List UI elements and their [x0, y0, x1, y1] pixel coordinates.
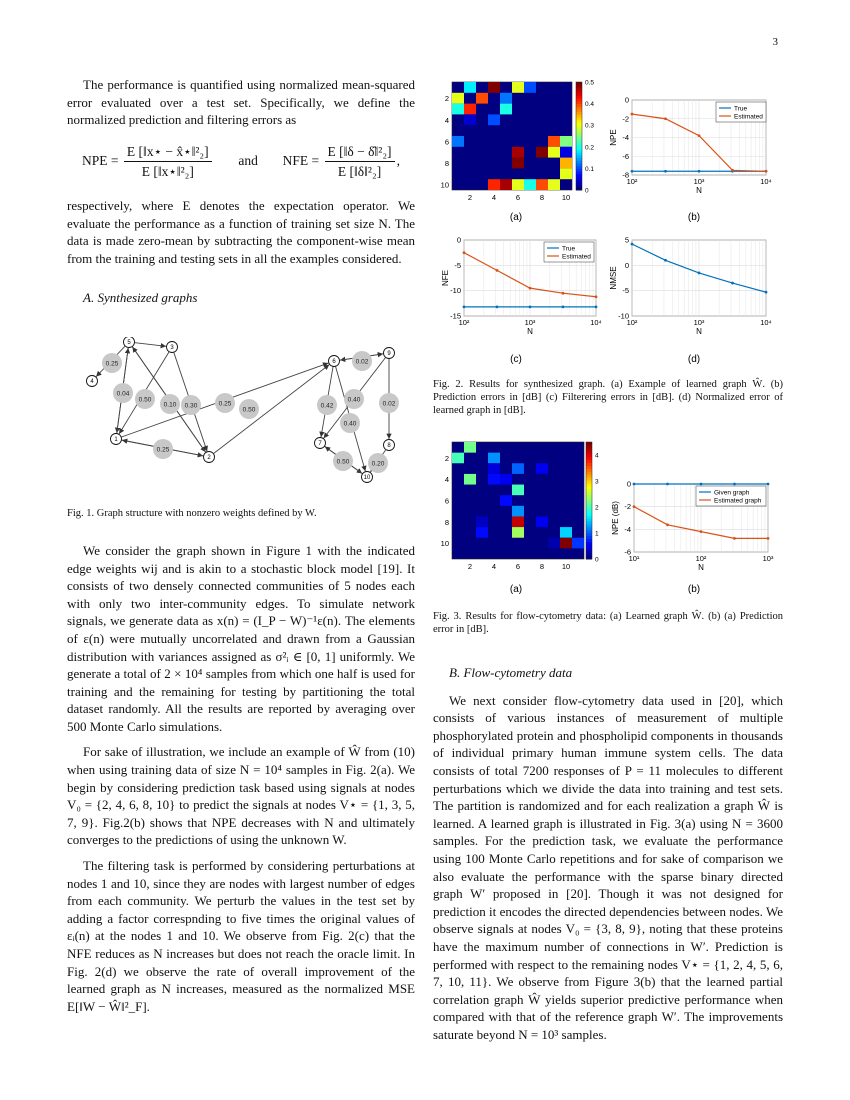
- fig1-weight: [135, 389, 155, 409]
- y-tick: -10: [618, 311, 629, 321]
- fig1-weight: [340, 413, 360, 433]
- heatmap-cell: [512, 82, 524, 93]
- y-tick: -15: [450, 311, 461, 321]
- fig1-weight: [379, 393, 399, 413]
- series-point: [463, 305, 466, 308]
- legend-label: Estimated: [734, 113, 763, 121]
- heatmap-cell: [572, 538, 584, 549]
- heatmap-cell: [488, 453, 500, 464]
- fig1-weight-label: 0.50: [336, 458, 350, 466]
- series-point: [529, 287, 532, 290]
- fig1-node: [329, 355, 340, 366]
- fig1-weight: [368, 453, 388, 473]
- fig1-node: [384, 347, 395, 358]
- x-axis-label: N: [696, 327, 702, 336]
- fig1-weight-label: 0.25: [156, 446, 170, 454]
- colorbar-segment: [586, 512, 592, 515]
- x-tick: 10²: [458, 318, 470, 327]
- heatmap-ytick: 2: [444, 94, 449, 104]
- colorbar-segment: [586, 480, 592, 483]
- fig2b-chart: [609, 96, 772, 196]
- fig1-weight: [153, 439, 173, 459]
- heatmap-cell: [488, 463, 500, 474]
- heatmap-ytick: 10: [440, 539, 449, 549]
- fig1-weight-label: 0.25: [105, 360, 119, 368]
- series-point: [633, 483, 636, 486]
- heatmap-cell: [548, 136, 560, 147]
- x-tick: 10³: [524, 318, 536, 327]
- heatmap-cell: [500, 104, 512, 115]
- x-tick: 10⁴: [760, 177, 772, 186]
- series-point: [666, 523, 669, 526]
- fig2: [432, 72, 792, 372]
- paragraph-flow-cytometry: We next consider flow-cytometry data used in [20], which consists of various instances of measurement of multiple phosphorylated protein and phospholipid components in thousands of individual primary human immune system cells. The data consists of total 7200 responses of P = 11 molecules to different perturbations which we divide the data into training and test sets. The partition is randomized and for each realization a graph Ŵ is learned. A learned graph is illustrated in Fig. 3(a) using N = 3600 samples. For the prediction task, we evaluate the performance using 100 Monte Carlo repetitions and for sake of comparison we also evaluate the performance with the sparse binary directed graph W′ proposed in [20]. Though it was not designed for prediction it encodes the directed dependencies between nodes. We observe signals at nodes V₀ = {3, 8, 9}, noting that these proteins have the maximum number of connections in W′. Prediction is performed with respect to the remaining nodes V⋆ = {1, 2, 4, 5, 6, 7, 10, 11}. We observe from Figure 3(b) that the learned partial correlation graph Ŵ yields superior predictive performance when compared with that of the reference graph W′. The improvements saturate beyond N = 10³ samples.: [433, 692, 783, 1042]
- fig2d-chart: [609, 236, 772, 337]
- x-tick: 10²: [626, 177, 638, 186]
- colorbar-segment: [586, 509, 592, 512]
- heatmap-cell: [560, 538, 572, 549]
- heatmap-cell: [464, 114, 476, 125]
- fig1-node: [384, 439, 395, 450]
- colorbar-segment: [586, 460, 592, 463]
- fig2b-label: (b): [687, 212, 701, 223]
- series-point: [767, 483, 770, 486]
- fig1-node-label: 7: [318, 441, 322, 448]
- colorbar-segment: [586, 462, 592, 465]
- fig1-weight: [181, 395, 201, 415]
- colorbar-tick: 0.4: [585, 101, 595, 109]
- colorbar-segment: [586, 544, 592, 547]
- heatmap-cell: [536, 179, 548, 190]
- heatmap-cell: [500, 93, 512, 104]
- fig2a-heatmap: [441, 80, 595, 203]
- fig1-weight: [344, 389, 364, 409]
- y-tick: -2: [624, 502, 631, 512]
- colorbar-segment: [586, 533, 592, 536]
- y-tick: -6: [622, 151, 629, 161]
- heatmap-xtick: 2: [467, 562, 473, 571]
- colorbar-tick: 0.5: [585, 79, 595, 87]
- fig1-weight-label: 0.10: [163, 401, 177, 409]
- fig1-weight-label: 0.20: [371, 460, 385, 468]
- heatmap-cell: [512, 179, 524, 190]
- series-point: [700, 530, 703, 533]
- colorbar-segment: [586, 550, 592, 553]
- heatmap-cell: [548, 538, 560, 549]
- heatmap-cell: [536, 516, 548, 527]
- colorbar-segment: [586, 518, 592, 521]
- colorbar-segment: [586, 547, 592, 550]
- legend-label: Estimated: [562, 253, 591, 261]
- fig2c-label: (c): [510, 354, 522, 365]
- fig3-caption: Fig. 3. Results for flow-cytometry data: (a) Learned graph Ŵ. (b) (a) Prediction error in [dB].: [433, 611, 783, 635]
- heatmap-cell: [560, 158, 572, 169]
- heatmap-cell: [452, 93, 464, 104]
- series-point: [666, 483, 669, 486]
- heatmap-cell: [524, 82, 536, 93]
- y-tick: 0: [624, 95, 629, 105]
- heatmap-ytick: 4: [444, 475, 449, 485]
- colorbar-segment: [586, 454, 592, 457]
- fig1-weight-label: 0.02: [355, 358, 369, 366]
- heatmap-cell: [512, 463, 524, 474]
- heatmap-ytick: 6: [444, 137, 449, 147]
- colorbar-segment: [586, 474, 592, 477]
- colorbar-segment: [586, 483, 592, 486]
- fig1-weight: [333, 451, 353, 471]
- legend-label: True: [734, 105, 748, 113]
- heatmap-cell: [512, 527, 524, 538]
- colorbar-segment: [586, 495, 592, 498]
- colorbar-segment: [586, 448, 592, 451]
- colorbar-segment: [586, 489, 592, 492]
- x-tick: 10²: [626, 318, 638, 327]
- series-point: [496, 305, 499, 308]
- series-point: [664, 117, 667, 120]
- colorbar-tick: 0.1: [585, 165, 595, 173]
- npe-denominator: E [‖x⋆‖²₂]: [141, 164, 194, 180]
- fig1-weight-label: 0.50: [138, 396, 152, 404]
- series-point: [562, 292, 565, 295]
- heatmap-cell: [452, 104, 464, 115]
- fig1-weight: [113, 383, 133, 403]
- fig1-weight: [102, 353, 122, 373]
- eq-and: and: [238, 152, 258, 168]
- nfe-numerator: E [‖δ − δ̂‖²₂]: [325, 143, 395, 163]
- series-point: [595, 305, 598, 308]
- series-point: [765, 170, 768, 173]
- heatmap-ytick: 10: [440, 180, 449, 190]
- series-point: [731, 169, 734, 172]
- heatmap-xtick: 4: [491, 562, 497, 571]
- heatmap-cell: [560, 527, 572, 538]
- heatmap-cell: [500, 179, 512, 190]
- fig2a-label: (a): [509, 212, 523, 223]
- fig1-weight-label: 0.40: [347, 396, 361, 404]
- fig1-node-label: 9: [387, 351, 391, 358]
- colorbar-segment: [586, 457, 592, 460]
- y-tick: -4: [624, 524, 631, 534]
- heatmap-xtick: 8: [539, 562, 545, 571]
- heatmap-cell: [524, 179, 536, 190]
- heatmap-cell: [452, 136, 464, 147]
- series-point: [698, 272, 701, 275]
- colorbar-segment: [586, 553, 592, 556]
- paragraph-illustration: For sake of illustration, we include an example of Ŵ from (10) when using training data of size N = 10⁴ samples in Fig. 2(a). We begin by considering prediction task based using signals at nodes V₀ = {2, 4, 6, 8, 10} to predict the signals at nodes V⋆ = {1, 3, 5, 7, 9}. Fig.2(b) shows that NPE decreases with N and ultimately converges to the predictions of using the unknown W.: [67, 744, 415, 848]
- heatmap-xtick: 10: [561, 193, 571, 202]
- fig2-caption: Fig. 2. Results for synthesized graph. (a) Example of learned graph Ŵ. (b) Prediction errors in [dB] (c) Filterering errors in [dB]. (d) Normalized error of learned graph in [dB].: [433, 379, 783, 416]
- colorbar-segment: [586, 506, 592, 509]
- colorbar-segment: [586, 442, 592, 445]
- fig1-weight: [160, 394, 180, 414]
- y-tick: -4: [622, 133, 629, 142]
- colorbar-segment: [586, 468, 592, 471]
- series-point: [733, 537, 736, 540]
- fig2c-chart: [441, 236, 602, 337]
- heatmap-cell: [500, 495, 512, 506]
- fig1-weight-label: 0.30: [184, 402, 198, 410]
- heatmap-cell: [476, 516, 488, 527]
- section-b-heading: B. Flow-cytometry data: [449, 665, 573, 680]
- legend-label: Given graph: [714, 489, 750, 497]
- colorbar-tick: 0: [585, 187, 589, 195]
- y-axis-label: NFE: [441, 270, 450, 286]
- heatmap-xtick: 6: [515, 193, 521, 202]
- y-tick: -5: [454, 260, 461, 270]
- colorbar-segment: [586, 536, 592, 539]
- heatmap-cell: [476, 93, 488, 104]
- colorbar-segment: [586, 451, 592, 454]
- heatmap-cell: [560, 136, 572, 147]
- heatmap-cell: [464, 442, 476, 453]
- fig1-caption: Fig. 1. Graph structure with nonzero weights defined by W.: [67, 507, 317, 519]
- fig3: [432, 432, 792, 602]
- x-axis-label: N: [696, 186, 702, 195]
- colorbar-segment: [586, 477, 592, 480]
- heatmap-cell: [536, 147, 548, 158]
- fig1-node: [315, 437, 326, 448]
- colorbar-tick: 4: [595, 452, 599, 460]
- heatmap-cell: [548, 147, 560, 158]
- series-point: [496, 269, 499, 272]
- fig1-node-label: 6: [332, 359, 336, 366]
- fig3b-label: (b): [687, 584, 701, 595]
- colorbar-segment: [586, 541, 592, 544]
- fig1-node: [124, 337, 135, 348]
- series-point: [633, 505, 636, 508]
- heatmap-cell: [548, 179, 560, 190]
- colorbar-segment: [586, 486, 592, 489]
- fig1-node-label: 2: [207, 455, 211, 462]
- series-point: [698, 170, 701, 173]
- npe-fraction: [124, 143, 212, 181]
- heatmap-cell: [464, 474, 476, 485]
- heatmap-cell: [488, 82, 500, 93]
- series-point: [664, 259, 667, 262]
- fig1-edge: [135, 343, 166, 347]
- fig1-weight: [239, 399, 259, 419]
- heatmap-cell: [512, 158, 524, 169]
- paragraph-graph-model: We consider the graph shown in Figure 1 with the indicated edge weights wij and is akin to a stochastic block model [19]. It consists of two densely connected communities of 5 nodes each with only two inter-community edges. To simulate network signals, we generate data as x(n) = (I_P − W)⁻¹ε(n). The elements of ε(n) were mutually uncorrelated and drawn from a Gaussian distribution with variances assigned as σ²ᵢ ∈ [0, 1] uniformly. We generate a total of 2 × 10⁴ samples from which one half is used for training and the remaining for testing by partitioning the total dataset randomly. All the results are reported by averaging over 500 Monte Carlo simulations.: [67, 542, 415, 734]
- series-point: [700, 483, 703, 486]
- fig1-weight-label: 0.50: [242, 406, 256, 414]
- x-tick: 10³: [693, 318, 705, 327]
- series-point: [529, 305, 532, 308]
- y-tick: -2: [622, 114, 629, 124]
- fig1-node: [87, 375, 98, 386]
- heatmap-ytick: 8: [444, 159, 449, 168]
- right-column: [433, 664, 783, 1051]
- y-tick: 0: [624, 260, 629, 270]
- section-a-heading: A. Synthesized graphs: [83, 290, 198, 306]
- series-point: [595, 295, 598, 298]
- heatmap-cell: [476, 527, 488, 538]
- fig1-weight-label: 0.02: [382, 400, 396, 408]
- npe-numerator: E [‖x⋆ − x̂⋆‖²₂]: [124, 143, 212, 163]
- x-tick: 10²: [695, 554, 707, 563]
- fig1-graph: [67, 337, 415, 497]
- nfe-denominator: E [‖δ‖²₂]: [337, 164, 382, 180]
- fig3a-heatmap: [441, 442, 599, 571]
- colorbar-segment: [586, 471, 592, 474]
- colorbar-segment: [586, 445, 592, 448]
- fig3b-chart: [611, 480, 774, 573]
- heatmap-cell: [488, 114, 500, 125]
- heatmap-xtick: 10: [561, 562, 571, 571]
- y-tick: -5: [622, 286, 629, 296]
- fig1-node-label: 5: [127, 340, 131, 347]
- series-point: [463, 251, 466, 254]
- colorbar-tick: 3: [595, 478, 599, 486]
- y-axis-label: NPE: [609, 129, 618, 146]
- fig1-weight-label: 0.04: [116, 390, 130, 398]
- heatmap-xtick: 2: [467, 193, 473, 202]
- colorbar-tick: 2: [595, 504, 599, 512]
- fig1-node-label: 3: [170, 345, 174, 352]
- series-point: [698, 134, 701, 137]
- colorbar-segment: [576, 82, 582, 85]
- colorbar-segment: [586, 492, 592, 495]
- heatmap-cell: [512, 485, 524, 496]
- heatmap-cell: [536, 463, 548, 474]
- heatmap-cell: [512, 516, 524, 527]
- x-tick: 10³: [693, 177, 705, 186]
- series-point: [631, 170, 634, 173]
- legend-label: Estimated graph: [714, 497, 762, 505]
- heatmap-cell: [512, 147, 524, 158]
- heatmap-cell: [464, 82, 476, 93]
- colorbar-segment: [586, 501, 592, 504]
- series-point: [765, 291, 768, 294]
- colorbar-segment: [586, 503, 592, 506]
- colorbar-segment: [586, 515, 592, 518]
- heatmap-cell: [464, 104, 476, 115]
- x-tick: 10³: [762, 554, 774, 563]
- eq-comma: ,: [396, 152, 400, 168]
- heatmap-cell: [488, 179, 500, 190]
- fig1-node: [167, 341, 178, 352]
- y-tick: 0: [626, 479, 631, 489]
- series-point: [562, 305, 565, 308]
- error-equations: [67, 143, 415, 181]
- y-tick: -10: [450, 286, 461, 296]
- x-tick: 10¹: [628, 554, 640, 563]
- series-point: [767, 537, 770, 540]
- series-point: [733, 483, 736, 486]
- fig2d-label: (d): [687, 354, 701, 365]
- y-axis-label: NPE (dB): [611, 501, 620, 535]
- colorbar-segment: [586, 521, 592, 524]
- colorbar-segment: [586, 498, 592, 501]
- colorbar-tick: 0: [595, 556, 599, 564]
- fig1-node: [111, 433, 122, 444]
- fig1-weight: [352, 351, 372, 371]
- legend-label: True: [562, 245, 576, 253]
- heatmap-ytick: 2: [444, 453, 449, 463]
- paragraph-filtering: The filtering task is performed by considering perturbations at nodes 1 and 10, since they are nodes with largest number of edges from each community. We perturb the values in the test set by adding a factor correspnding to five times the original values of εᵢ(n) at the nodes 1 and 10. We observe from Fig. 2(c) that the NFE reduces as N increases but does not reach the oracle limit. In Fig. 2(d) we observe the rate of overall improvement of the learned graph as N increases, measured as the normalized MSE E[‖W − Ŵ‖²_F].: [67, 858, 415, 1014]
- fig1-weight: [317, 395, 337, 415]
- colorbar-tick: 1: [595, 530, 599, 538]
- npe-label: NPE =: [82, 152, 119, 168]
- heatmap-cell: [560, 168, 572, 179]
- heatmap-cell: [512, 506, 524, 517]
- fig1-weight-label: 0.40: [343, 420, 357, 428]
- x-axis-label: N: [527, 327, 533, 336]
- colorbar-segment: [586, 539, 592, 542]
- fig1-node-label: 1: [114, 437, 118, 444]
- series-point: [731, 282, 734, 285]
- y-tick: 0: [456, 235, 461, 245]
- fig1-node-label: 4: [90, 379, 94, 386]
- colorbar-segment: [586, 465, 592, 468]
- heatmap-cell: [500, 474, 512, 485]
- heatmap-ytick: 8: [444, 517, 449, 527]
- intro-paragraph: The performance is quantified using normalized mean-squared error evaluated over a test set. Specifically, we define the normalized prediction and filtering errors as: [67, 77, 415, 128]
- heatmap-cell: [488, 474, 500, 485]
- colorbar-segment: [586, 530, 592, 533]
- fig1-node: [362, 471, 373, 482]
- heatmap-xtick: 6: [515, 562, 521, 571]
- colorbar-segment: [586, 527, 592, 530]
- colorbar-segment: [586, 524, 592, 527]
- nfe-fraction: [325, 143, 395, 181]
- colorbar-tick: 0.2: [585, 144, 595, 152]
- heatmap-ytick: 6: [444, 496, 449, 506]
- heatmap-xtick: 4: [491, 193, 497, 202]
- y-axis-label: NMSE: [609, 266, 618, 290]
- heatmap-xtick: 8: [539, 193, 545, 202]
- x-axis-label: N: [698, 563, 704, 572]
- fig1-weight-label: 0.25: [218, 400, 232, 408]
- colorbar-tick: 0.3: [585, 122, 595, 130]
- after-equation-paragraph: respectively, where E denotes the expectation operator. We evaluate the performance as a function of training set size N. The data is made zero-mean by subtracting the component-wise mean from the training and testing sets in all the examples considered.: [67, 197, 415, 266]
- fig3a-label: (a): [509, 584, 523, 595]
- fig1-node-label: 8: [387, 443, 391, 450]
- x-tick: 10⁴: [760, 318, 772, 327]
- heatmap-ytick: 4: [444, 115, 449, 125]
- heatmap-cell: [452, 453, 464, 464]
- x-tick: 10⁴: [590, 318, 602, 327]
- y-tick: -8: [622, 170, 629, 180]
- page-number: 3: [772, 36, 778, 48]
- y-tick: -6: [624, 547, 631, 557]
- series-point: [631, 243, 634, 246]
- fig1-weight: [215, 393, 235, 413]
- left-column: [67, 76, 415, 1023]
- nfe-label: NFE =: [282, 152, 320, 168]
- series-point: [664, 170, 667, 173]
- fig1-node: [204, 451, 215, 462]
- fig1-node-label: 10: [363, 475, 371, 482]
- fig1-weight-label: 0.42: [320, 402, 334, 410]
- heatmap-cell: [560, 147, 572, 158]
- y-tick: 5: [624, 235, 629, 245]
- series-point: [631, 113, 634, 116]
